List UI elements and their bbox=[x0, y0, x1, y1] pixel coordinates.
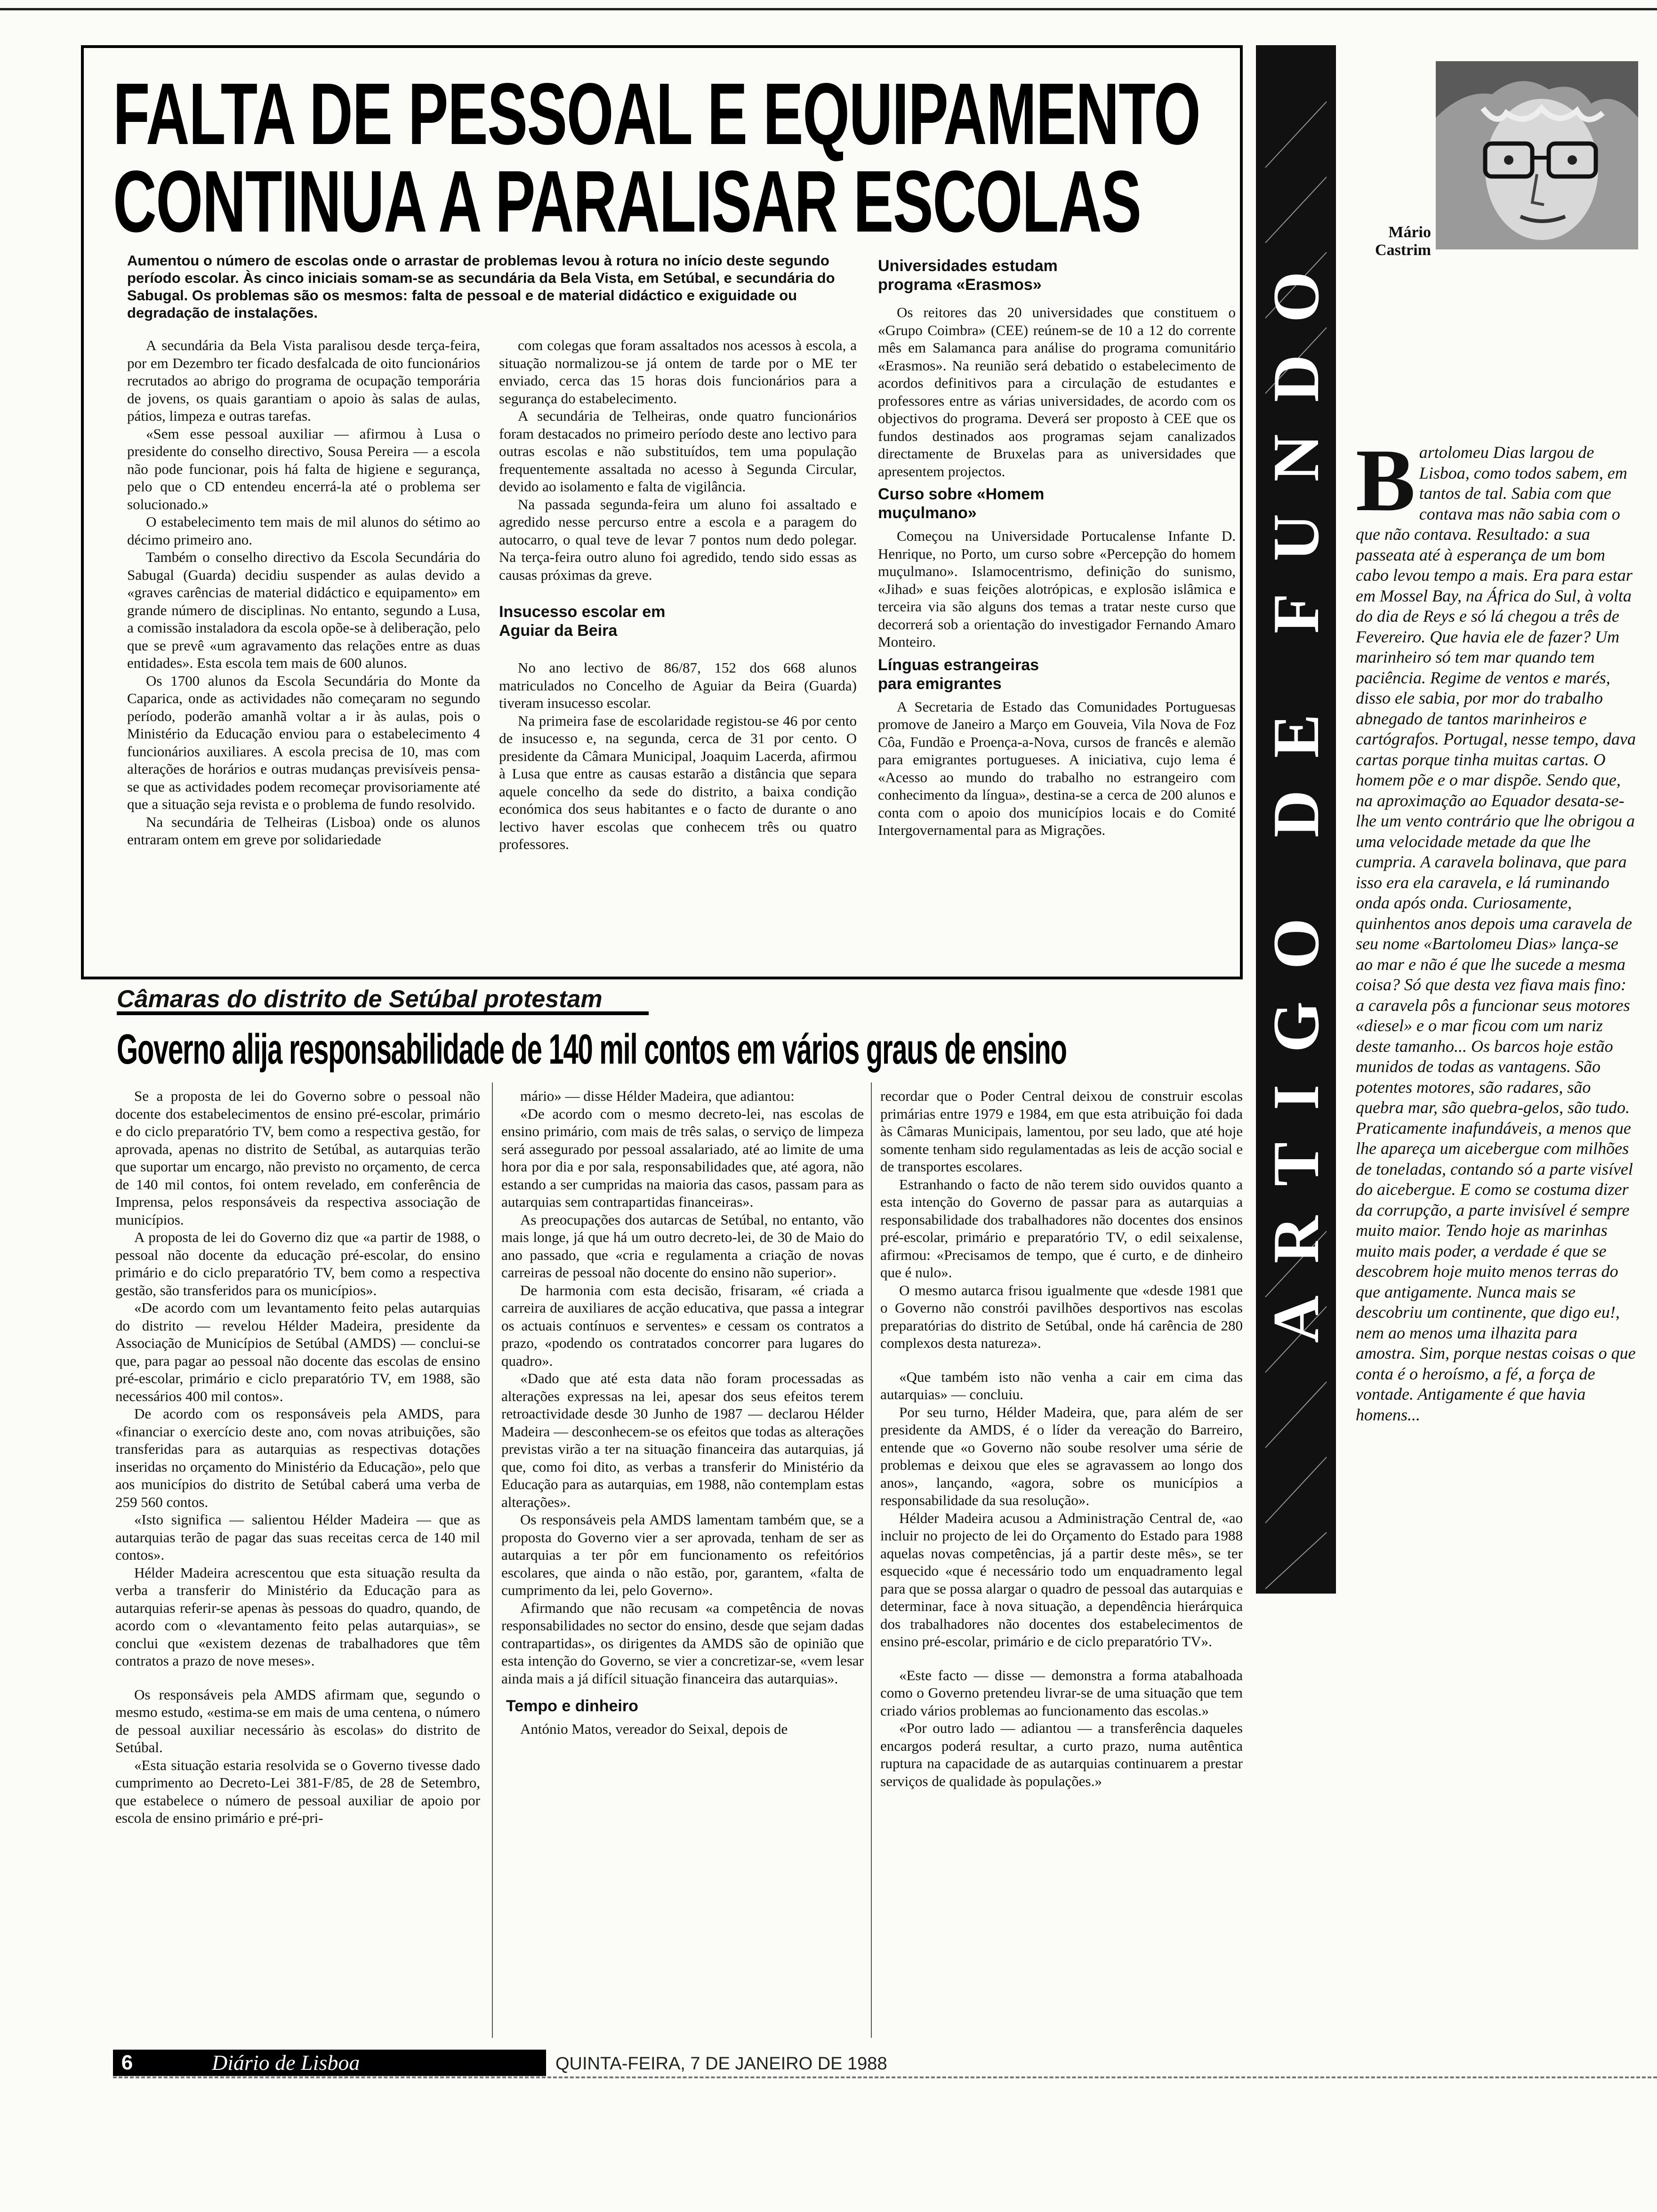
subhead-aguiar-beira: Insucesso escolar em Aguiar da Beira bbox=[499, 603, 666, 640]
headline-line-2: CONTINUA A PARALISAR ESCOLAS bbox=[113, 153, 1141, 250]
artigo-de-fundo-rail bbox=[1256, 45, 1336, 1594]
paragraph: De acordo com os responsáveis pela AMDS, para «financiar o exercício deste ano, com novas atribuições, são transferidas para as autarquias as respectivas dotações inseridas no orçamento do Ministério da Educação», pelo que aos municípios do distrito de Setúbal caberá uma verba de 259 560 contos. bbox=[115, 1405, 480, 1510]
subhead-tempo-dinheiro: Tempo e dinheiro bbox=[506, 1697, 638, 1715]
kicker-rule bbox=[117, 1011, 649, 1015]
column-text: artolomeu Dias largou de Lisboa, como todos sabem, em tantos de tal. Sabia com que contava mas não sabia com o que não contava. Resultado: a sua passeata até à esperança de um bom cabo levou tempo a mais. Era para estar em Mossel Bay, na África do Sul, à volta do dia de Reys e só lá chegou a três de Fevereiro. Que havia ele de fazer? Um marinheiro só tem mar quando tem paciência. Regime de ventos e marés, disso ele sabia, por mor do trabalho abnegado de tantos marinheiros e cartógrafos. Portugal, nesse tempo, dava cartas porque tinha muitas cartas. O homem põe e o mar dispõe. Sendo que, na aproximação ao Equador desata-se-lhe um vento contrário que lhe obrigou a uma velocidade metade da que lhe cumpria. A caravela bolinava, que para isso era ela caravela, e lá ruminando onda após onda. Curiosamente, quinhentos anos depois uma caravela de seu nome «Bartolomeu Dias» lança-se ao mar e não é que lhe sucede a mesma coisa? Só que desta vez fiava mais fino: a caravela pôs a funcionar seus motores «diesel» e o mar ficou com um nariz deste tamanho... Os barcos hoje estão munidos de todas as vantagens. São potentes motores, são radares, são quebra mar, são quebra-gelos, são tudo. Praticamente inafundáveis, a menos que lhe apareça um aicebergue com milhões de toneladas, contando só a parte visível do aicebergue. E como se costuma dizer da corrupção, a parte invisível é sempre muito maior. Tendo hoje as marinhas muito mais poder, a verdade é que se descobrem hoje muito menos terras do que antigamente. Nunca mais se descobriu um continente, que digo eu!, nem ao menos uma ilhazita para amostra. Sim, porque nestas coisas o que conta é o heroísmo, a fé, a força de vontade. Antigamente é que havia homens... bbox=[1356, 443, 1636, 1424]
subhead-homem-muculmano: Curso sobre «Homem muçulmano» bbox=[878, 485, 1045, 522]
paragraph: Estranhando o facto de não terem sido ouvidos quanto a esta intenção do Governo de passar para as autarquias a responsabilidade dos trabalhadores não docentes dos ensinos pré-escolar, primário e preparatório TV, o edil seixalense, afirmou: «Precisamos de tempo, que é curto, e de dinheiro que é nulo». bbox=[880, 1176, 1243, 1281]
paragraph: «De acordo com o mesmo decreto-lei, nas escolas de ensino primário, com mais de três salas, o serviço de limpeza será assegurado por pessoal assalariado, até ao limite de uma hora por dia e por sala, responsabilidades que, até agora, não estando a ser cumpridas na maioria das casos, passam para as autarquias sem contrapartidas financeiras». bbox=[501, 1105, 864, 1210]
paper-name: Diário de Lisboa bbox=[141, 2050, 546, 2076]
author-name bbox=[1356, 224, 1431, 259]
paragraph: O mesmo autarca frisou igualmente que «desde 1981 que o Governo não constrói pavilhões desportivos nas escolas preparatórias do distrito de Setúbal, onde há carência de 280 complexos desta natureza». bbox=[880, 1282, 1243, 1351]
column-body bbox=[1356, 442, 1638, 2061]
paragraph: Na primeira fase de escolaridade registou-se 46 por cento de insucesso e, na segunda, cerca de 31 por cento. O presidente da Câmara Municipal, Joaquim Lacerda, afirmou à Lusa que entre as causas estarão a distância que separa aquele concelho da sede do distrito, a baixa condição económica dos seus habitantes e o facto de durante o ano lectivo haver escolas que conhecem três ou quatro professores. bbox=[499, 712, 857, 852]
author-last-name: Castrim bbox=[1375, 241, 1431, 259]
dateline: QUINTA-FEIRA, 7 DE JANEIRO DE 1988 bbox=[555, 2054, 887, 2074]
article2-kicker-block bbox=[117, 986, 649, 1015]
page-number: 6 bbox=[113, 2050, 141, 2076]
paragraph: A secundária de Telheiras, onde quatro funcionários foram destacados no primeiro período deste ano lectivo para outras escolas e não substituídos, tem uma população frequentemente assaltada no acesso à Segunda Circular, devido ao isolamento e falta de vigilância. bbox=[499, 408, 857, 495]
author-photo bbox=[1436, 61, 1638, 249]
paragraph: A proposta de lei do Governo diz que «a partir de 1988, o pessoal não docente da educação pré-escolar, do ensino primário e do ciclo preparatório TV, bem como a respectiva gestão, são transferidos para os municípios». bbox=[115, 1229, 480, 1298]
paragraph: «Esta situação estaria resolvida se o Governo tivesse dado cumprimento ao Decreto-Lei 381-F/85, de 28 de Setembro, que estabelece o número de pessoal auxiliar de apoio por escola de ensino primário e pré-pri- bbox=[115, 1756, 480, 1826]
paragraph: Os reitores das 20 universidades que constituem o «Grupo Coimbra» (CEE) reúnem-se de 10 a 12 do corrente mês em Salamanca para análise do programa comunitário «Erasmos». Na reunião será debatido o estabelecimento de acordos definitivos para a circulação de estudantes e professores entre as várias universidades, de acordo com os objectivos do programa. Deverá ser proposto à CEE que os fundos destinados aos programas sejam canalizados directamente de Bruxelas para as universidades que apresentem projectos. bbox=[878, 304, 1236, 480]
paragraph: «Este facto — disse — demonstra a forma atabalhoada como o Governo pretendeu livrar-se de uma situação que tem criado vários problemas ao funcionamento das escolas.» bbox=[880, 1667, 1243, 1719]
article2-headline: Governo alija responsabilidade de 140 mil contos em vários graus de ensino bbox=[117, 1026, 1067, 1073]
paragraph: «Dado que até esta data não foram processadas as alterações expressas na lei, apesar dos seus efeitos terem retroactividade desde 30 Junho de 1987 — declarou Hélder Madeira — desconhecem-se os efeitos que todas as alterações previstas virão a ter na situação financeira das autarquias, já que, como foi dito, as verbas a transferir do Ministério da Educação para as autarquias, em 1988, não contemplam estas alterações». bbox=[501, 1370, 864, 1510]
paragraph: A Secretaria de Estado das Comunidades Portuguesas promove de Janeiro a Março em Gouveia, Vila Nova de Foz Côa, Fundão e Proença-a-Nova, cursos de francês e alemão para emigrantes portugueses. A iniciativa, cujo lema é «Acesso ao mundo do trabalho no estrangeiro com conhecimento da língua», destina-se a cerca de 200 alunos e conta com o apoio dos municípios locais e do Comité Intergovernamental para as Migrações. bbox=[878, 698, 1236, 838]
paragraph: No ano lectivo de 86/87, 152 dos 668 alunos matriculados no Concelho de Aguiar da Beira (Guarda) tiveram insucesso escolar. bbox=[499, 659, 857, 711]
paragraph: As preocupações dos autarcas de Setúbal, no entanto, vão mais longe, já que há um outro decreto-lei, de 30 de Maio do ano passado, que «cria e regulamenta a criação de novas carreiras de pessoal não docente do ensino não superior». bbox=[501, 1211, 864, 1281]
article1-headline-block bbox=[113, 65, 1233, 250]
paragraph: António Matos, vereador do Seixal, depois de bbox=[520, 1721, 788, 1737]
article2-column-2 bbox=[501, 1087, 864, 2043]
column-rule bbox=[492, 1082, 493, 2038]
drop-cap: B bbox=[1356, 442, 1416, 530]
paragraph: Os 1700 alunos da Escola Secundária do Monte da Caparica, onde as actividades não começaram no segundo período, poderão amanhã voltar a ir às aulas, pois o Ministério da Educação enviou para o estabelecimento 4 funcionários auxiliares. A escola precisa de 10, mas com alterações de horários e outras mudanças previsíveis pensa-se que as actividades podem recomeçar provisoriamente até que a situação seja revista e o problema de fundo resolvido. bbox=[127, 672, 480, 812]
page-footer bbox=[113, 2050, 887, 2078]
article1-column-2 bbox=[499, 337, 857, 967]
paragraph: A secundária da Bela Vista paralisou desde terça-feira, por em Dezembro ter ficado desfalcada de oito funcionários recrutados ao abrigo do programa de ocupação temporária de jovens, os quais garantiam o apoio às salas de aulas, pátios, limpeza e outras tarefas. bbox=[127, 337, 480, 424]
paragraph: Afirmando que não recusam «a competência de novas responsabilidades no sector do ensino, desde que sejam dadas contrapartidas», os dirigentes da AMDS são de opinião que esta intenção do Governo, se vier a concretizar-se, «vem lesar ainda mais a já difícil situação financeira das autarquias». bbox=[501, 1599, 864, 1687]
paragraph: Hélder Madeira acrescentou que esta situação resulta da verba a transferir do Ministério da Educação para as autarquias referir-se apenas às pessoas do quadro, quando, de acordo com o «levantamento feito pelas autarquias», se conclui que «existem dezenas de trabalhadores que têm contratos a prazo de nove meses». bbox=[115, 1564, 480, 1669]
article1-column-1 bbox=[127, 337, 480, 967]
paragraph: Os responsáveis pela AMDS lamentam também que, se a proposta do Governo vier a ser aprovada, tenham de ser as autarquias a ter pôr em funcionamento os refeitórios escolares, que ainda o não estão, por, garantem, «falta de cumprimento da lei, pelo Governo». bbox=[501, 1511, 864, 1598]
paragraph: Hélder Madeira acusou a Administração Central de, «ao incluir no projecto de lei do Orçamento do Estado para 1988 aquelas novas competências, já a partir deste mês», se ter esquecido «que é necessário todo um enquadramento legal para que se possa alargar o quadro de pessoal das autarquias e determinar, face à nova situação, a dependência hierárquica dos trabalhadores não docentes dos estabelecimentos de ensino pré-escolar, primário e de ciclo preparatório TV». bbox=[880, 1509, 1243, 1650]
subhead-erasmos: Universidades estudam programa «Erasmos» bbox=[878, 257, 1058, 294]
article2-kicker: Câmaras do distrito de Setúbal protestam bbox=[117, 986, 603, 1013]
column-rule bbox=[871, 1082, 872, 2038]
paragraph: «Por outro lado — adiantou — a transferência daqueles encargos poderá resultar, a curto prazo, numa autêntica ruptura na capacidade de as autarquias continuarem a prestar serviços de qualidade às populações.» bbox=[880, 1720, 1243, 1789]
headline-line-1: FALTA DE PESSOAL E EQUIPAMENTO bbox=[113, 65, 1200, 163]
paragraph: «De acordo com um levantamento feito pelas autarquias do distrito — revelou Hélder Madeira, presidente da Associação de Municípios de Setúbal (AMDS) — conclui-se que, para pagar ao pessoal não docente das escolas de ensino pré-escolar, primário e ciclo preparatório TV, em 1988, são necessários 400 mil contos». bbox=[115, 1299, 480, 1404]
paragraph: De harmonia com esta decisão, frisaram, «é criada a carreira de auxiliares de acção educativa, que passa a integrar os actuais contínuos e serventes» e cessam os contratos a prazo, «podendo os contratados concorrer para lugares do quadro». bbox=[501, 1282, 864, 1369]
paragraph: Na secundária de Telheiras (Lisboa) onde os alunos entraram ontem em greve por solidariedade bbox=[127, 813, 480, 848]
article1-column-3 bbox=[878, 256, 1236, 967]
paragraph: «Isto significa — salientou Hélder Madeira — que as autarquias terão de pagar das suas receitas cerca de 140 mil contos». bbox=[115, 1511, 480, 1563]
paragraph: Se a proposta de lei do Governo sobre o pessoal não docente dos estabelecimentos de ensino pré-escolar, primário e do ciclo preparatório TV, bem como a respectiva gestão, for aprovada, apenas no distrito de Setúbal, as autarquias terão que suportar um encargo, não previsto no orçamento, de cerca de 140 mil contos, foi ontem revelado, em conferência de Imprensa, pelos responsáveis da respectiva associação de municípios. bbox=[115, 1088, 480, 1228]
top-rule bbox=[0, 0, 1657, 10]
rail-title: ARTIGO DE FUNDO bbox=[1259, 239, 1333, 1343]
paragraph: recordar que o Poder Central deixou de construir escolas primárias entre 1979 e 1984, em que esta atribuição foi dada às Câmaras Municipais, lamentou, por seu lado, que até hoje somente tenham sido regulamentadas as leis de acção social e de transportes escolares. bbox=[880, 1088, 1243, 1175]
paragraph: mário» — disse Hélder Madeira, que adiantou: bbox=[520, 1088, 795, 1104]
paragraph: Na passada segunda-feira um aluno foi assaltado e agredido nesse percurso entre a escola e a paragem do autocarro, o qual teve de levar 7 pontos num dedo polegar. Na terça-feira outro aluno foi agredido, tendo sido essas as causas próximas da greve. bbox=[499, 496, 857, 583]
article2-column-3 bbox=[880, 1087, 1243, 2043]
subhead-linguas: Línguas estrangeiras para emigrantes bbox=[878, 656, 1039, 693]
article1-lede: Aumentou o número de escolas onde o arrastar de problemas levou à rotura no início deste segundo período escolar. Às cinco iniciais somam-se as secundária da Bela Vista, em Setúbal, e secundária do Sabugal. Os problemas são os mesmos: falta de pessoal e de material didáctico e exiguidade ou degradação de instalações. bbox=[127, 252, 835, 321]
paragraph: Também o conselho directivo da Escola Secundária do Sabugal (Guarda) decidiu suspender as aulas devido a «graves carências de material didáctico e equipamento» em grande número de disciplinas. No entanto, segundo a Lusa, a comissão instaladora da escola opõe-se à deliberação, pelo que se prevê «um agravamento das relações entre as duas entidades». Esta escola tem mais de 600 alunos. bbox=[127, 549, 480, 671]
paragraph: Começou na Universidade Portucalense Infante D. Henrique, no Porto, um curso sobre «Percepção do homem muçulmano». Islamocentrismo, definição do sunismo, «Jihad» e suas feições alotrópicas, e explosão islâmica e terceira via são alguns dos temas a tratar neste curso que decorrerá sob a orientação do investigador Fernando Amaro Monteiro. bbox=[878, 528, 1236, 650]
paragraph: «Que também isto não venha a cair em cima das autarquias» — concluiu. bbox=[880, 1368, 1243, 1403]
paragraph: com colegas que foram assaltados nos acessos à escola, a situação normalizou-se já ontem de tarde por o ME ter enviado, cerca das 15 horas dois funcionários para a segurança do estabelecimento. bbox=[499, 337, 857, 407]
paragraph: O estabelecimento tem mais de mil alunos do sétimo ao décimo primeiro ano. bbox=[127, 513, 480, 548]
author-first-name: Mário bbox=[1388, 224, 1431, 241]
paragraph: Os responsáveis pela AMDS afirmam que, segundo o mesmo estudo, «estima-se em mais de uma centena, o número de pessoal auxiliar necessário às escolas» do distrito de Setúbal. bbox=[115, 1686, 480, 1755]
paragraph: «Sem esse pessoal auxiliar — afirmou à Lusa o presidente do conselho directivo, Sousa Pereira — a escola não pode funcionar, pois há falta de higiene e segurança, pelo que o CD entendeu encerrá-la até o problema ser solucionado.» bbox=[127, 425, 480, 513]
rail-title-wrap bbox=[1256, 240, 1336, 1342]
paragraph: Por seu turno, Hélder Madeira, que, para além de ser presidente da AMDS, é o líder da vereação do Barreiro, entende que «o Governo não soube resolver uma série de problemas e deixou que eles se agravassem ao longo dos anos», lançando, «agora, sobre os municípios a responsabilidade da sua resolução». bbox=[880, 1403, 1243, 1508]
article2-column-1 bbox=[115, 1087, 480, 2043]
author-portrait-icon bbox=[1436, 61, 1638, 249]
footer-rule bbox=[113, 2076, 1657, 2080]
